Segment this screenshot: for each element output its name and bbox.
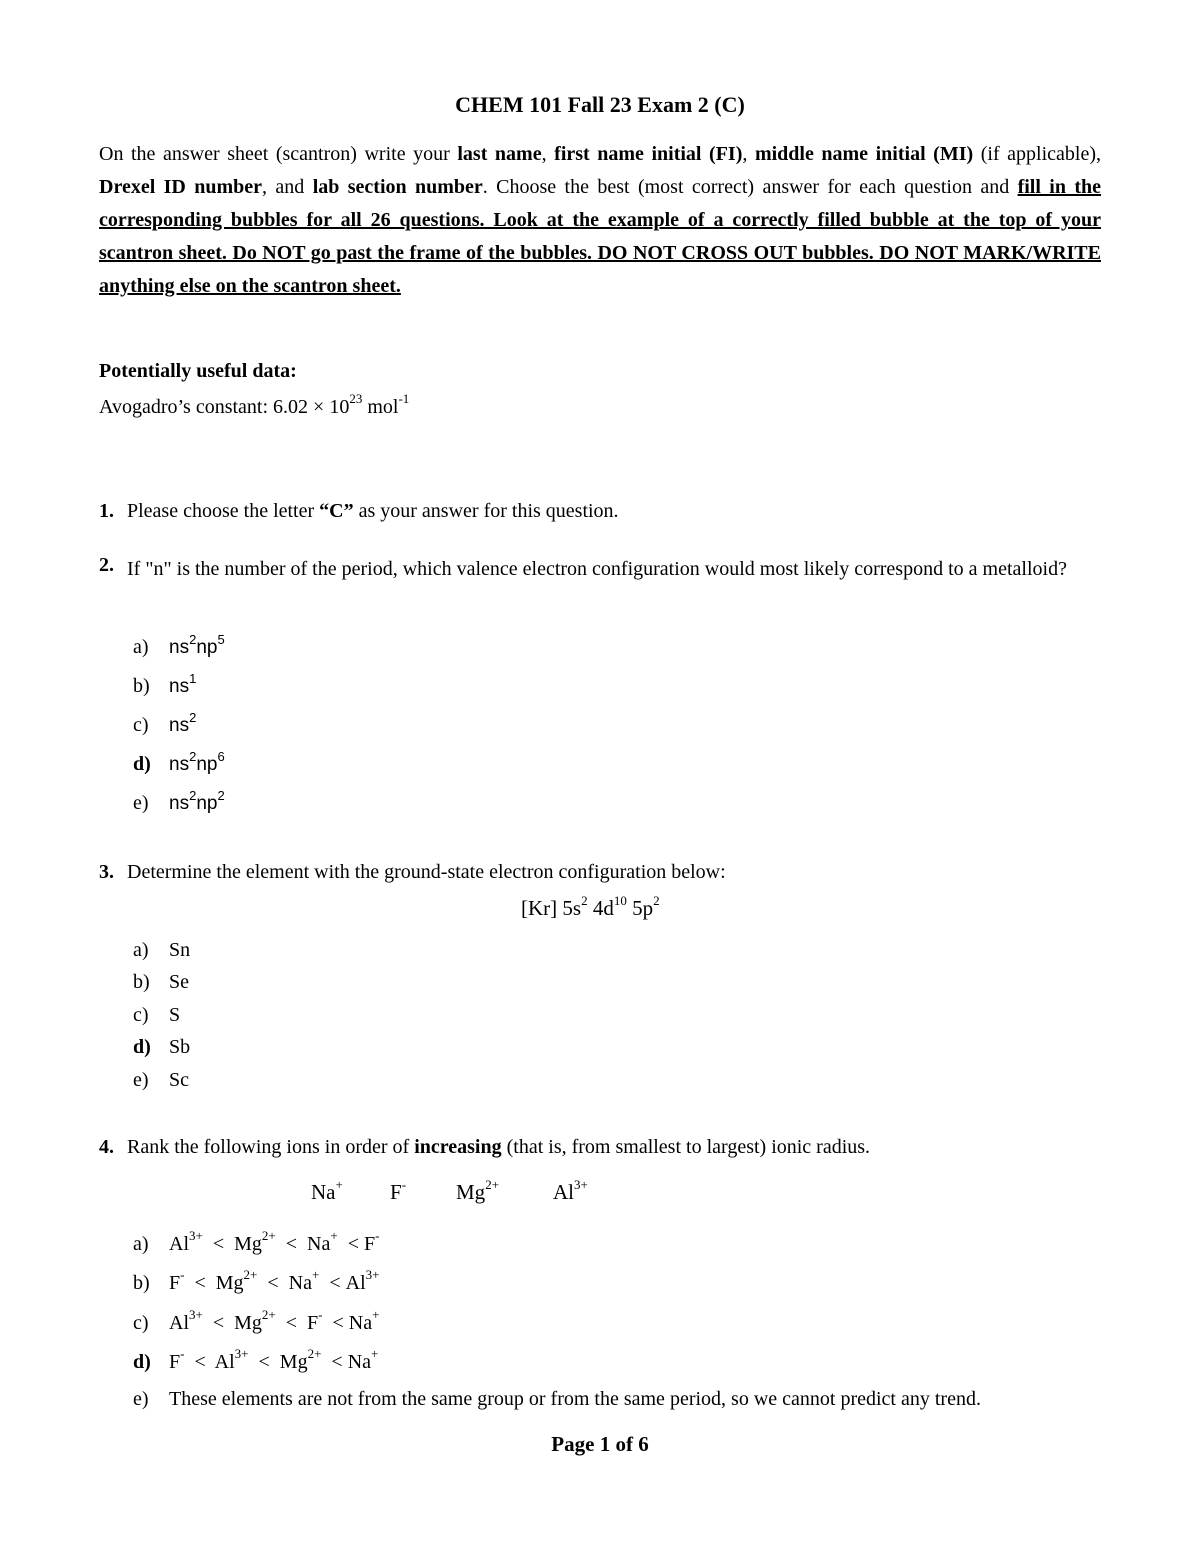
q4-option-a: a) $Al^{3+} < Mg^{2+} < Na^+ < F^-$: [133, 1228, 380, 1255]
q3-electron-configuration: [Kr] $5s^2$ $4d^{10}$ $5p^2$: [521, 893, 660, 920]
q3-option-d: d) Sb: [133, 1036, 191, 1058]
question-4: 4. Rank the following ions in order of increasing (that is, from smallest to largest) ionic radius.: [99, 1136, 871, 1158]
page-number: Page 1 of 6: [551, 1432, 649, 1456]
q4-option-d: d) $F^- < Al^{3+} < Mg^{2+} < Na^+$: [133, 1346, 379, 1373]
exam-title: CHEM 101 Fall 23 Exam 2 (C): [455, 92, 745, 117]
q3-option-a: a) Sn: [133, 939, 191, 961]
q3-option-e: e) Sc: [133, 1069, 189, 1091]
q2-option-b: b) $ns^1$: [133, 670, 197, 697]
useful-data-heading: Potentially useful data:: [99, 360, 297, 382]
question-3: 3. Determine the element with the ground-state electron configuration below:: [99, 861, 726, 883]
q4-ion-al: $Al^{3+}$: [553, 1177, 588, 1204]
q4-ion-mg: $Mg^{2+}$: [456, 1177, 500, 1204]
question-2-text: If "n" is the number of the period, which valence electron configuration would most likely correspond to a metalloid?: [127, 558, 1067, 580]
q2-option-d: d) $ns^2np^6$: [133, 748, 225, 775]
q3-option-b: b) Se: [133, 971, 189, 993]
avogadro-constant: Avogadro’s constant: $6.02 \times 10^{23}$ mol$^{-1}$: [99, 391, 410, 418]
q4-option-e: e) These elements are not from the same group or from the same period, so we cannot predict any trend.: [133, 1388, 981, 1410]
instructions-paragraph: On the answer sheet (scantron) write your last name, first name initial (FI), middle name initial (MI) (if applicable), Drexel ID number, and lab section number. Choose the best (most correct) answer for each question and fill in the corresponding bubbles for all 26 questions. Look at the example of a correctly filled bubble at the top of your scantron sheet. Do NOT go past the frame of the bubbles. DO NOT CROSS OUT bubbles. DO NOT MARK/WRITE anything else on the scantron sheet.: [99, 143, 1102, 297]
q4-option-c: c) $Al^{3+} < Mg^{2+} < F^- < Na^+$: [133, 1307, 380, 1334]
instructions-emphasis: fill in the corresponding bubbles for all 26 questions. Look at the example of a correctly filled bubble at the top of your scantron sheet. Do NOT go past the frame of the bubbles. DO NOT CROSS OUT bubbles. DO NOT MARK/WRITE anything else on the scantron sheet.: [99, 176, 1102, 297]
q2-option-c: c) $ns^2$: [133, 709, 197, 736]
q2-option-a: a) $ns^2np^5$: [133, 631, 225, 658]
q4-ion-na: Na+: [311, 1177, 343, 1204]
q2-option-e: e) $ns^2np^2$: [133, 787, 225, 814]
question-2-number: 2.: [99, 554, 114, 576]
q4-ion-f: F-: [390, 1177, 407, 1204]
question-1: 1. Please choose the letter “C” as your answer for this question.: [99, 500, 619, 522]
q4-option-b: b) $F^- < Mg^{2+} < Na^+ < Al^{3+}$: [133, 1267, 380, 1294]
q3-option-c: c) S: [133, 1004, 181, 1026]
